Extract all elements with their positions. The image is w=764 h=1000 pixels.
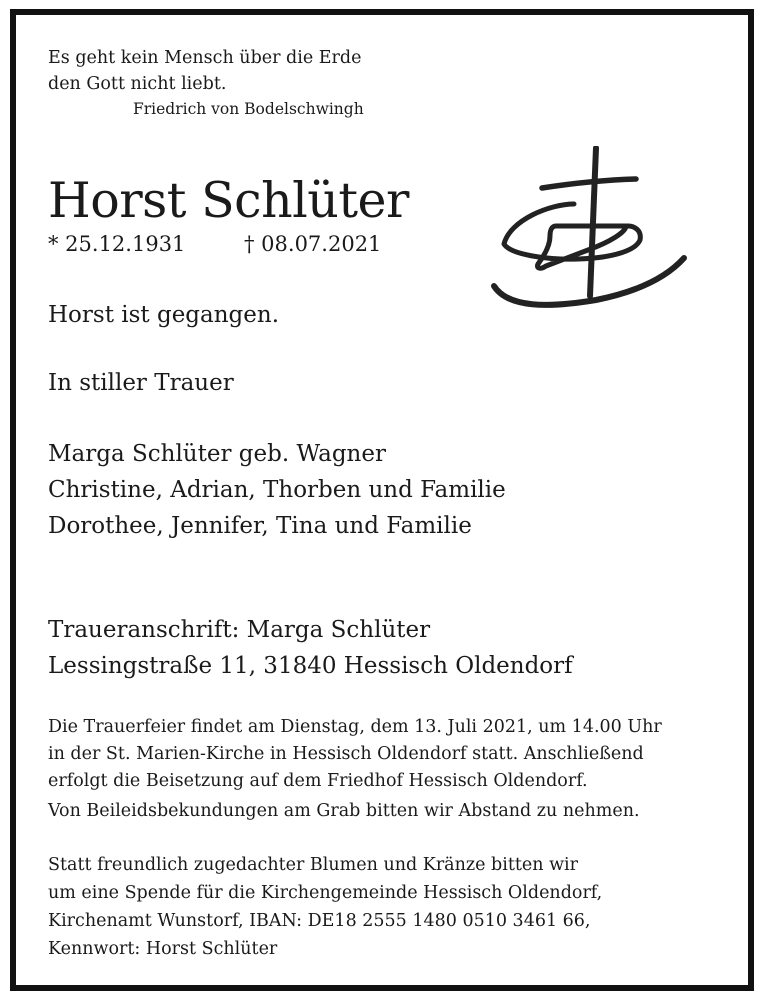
donation-line-2: um eine Spende für die Kirchengemeinde Hessisch Oldendorf,	[48, 883, 603, 903]
quote-line-1: Es geht kein Mensch über die Erde	[48, 48, 362, 68]
birth-date: * 25.12.1931	[48, 232, 186, 256]
cross-signature-icon	[488, 146, 688, 310]
ceremony-line-1: Die Trauerfeier findet am Dienstag, dem 13. Juli 2021, um 14.00 Uhr	[48, 717, 662, 737]
donation-line-3: Kirchenamt Wunstorf, IBAN: DE18 2555 1480 0510 3461 66,	[48, 911, 591, 931]
deceased-name: Horst Schlüter	[48, 172, 409, 229]
death-date: † 08.07.2021	[244, 232, 382, 256]
mourner-2: Christine, Adrian, Thorben und Familie	[48, 477, 506, 503]
address-line-1: Traueranschrift: Marga Schlüter	[48, 617, 431, 643]
ceremony-line-3: erfolgt die Beisetzung auf dem Friedhof Hessisch Oldendorf.	[48, 771, 588, 791]
ceremony-line-4: Von Beileidsbekundungen am Grab bitten wir Abstand zu nehmen.	[48, 801, 640, 821]
donation-line-1: Statt freundlich zugedachter Blumen und Kränze bitten wir	[48, 855, 579, 875]
address-line-2: Lessingstraße 11, 31840 Hessisch Oldendorf	[48, 653, 573, 679]
ceremony-line-2: in der St. Marien-Kirche in Hessisch Oldendorf statt. Anschließend	[48, 744, 644, 764]
mourner-3: Dorothee, Jennifer, Tina und Familie	[48, 513, 472, 539]
message: Horst ist gegangen.	[48, 302, 280, 328]
mourner-1: Marga Schlüter geb. Wagner	[48, 441, 386, 467]
quote-author: Friedrich von Bodelschwingh	[133, 100, 364, 118]
mourning-intro: In stiller Trauer	[48, 370, 234, 396]
donation-line-4: Kennwort: Horst Schlüter	[48, 939, 278, 959]
quote-line-2: den Gott nicht liebt.	[48, 74, 227, 94]
